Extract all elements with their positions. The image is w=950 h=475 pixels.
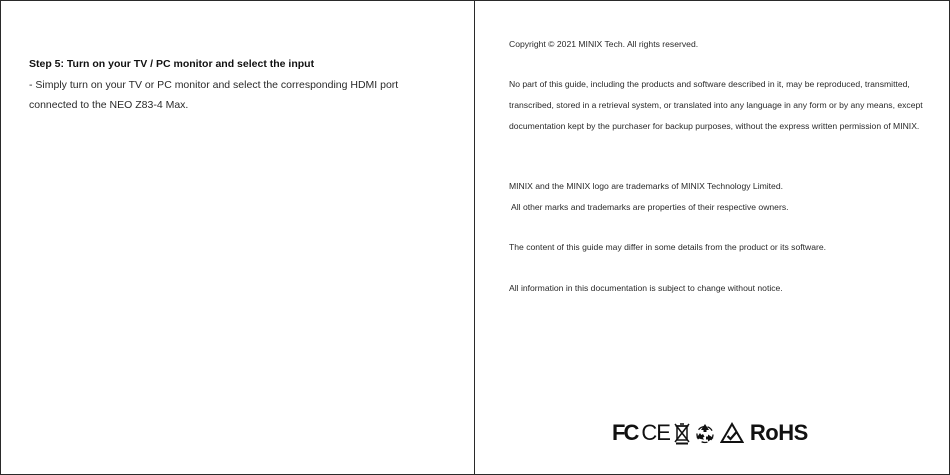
ce-logo: CE [641, 420, 670, 445]
rcm-icon [720, 422, 744, 444]
change-notice [509, 278, 945, 299]
rohs-logo: RoHS [749, 420, 808, 445]
trademark-line-2: All other marks and trademarks are properties of their respective owners. [511, 202, 789, 212]
trademark-notice [509, 176, 945, 218]
step-body: - Simply turn on your TV or PC monitor and select the corresponding HDMI port connected to the NEO Z83-4 Max. [29, 79, 399, 111]
content-notice-text: The content of this guide may differ in some details from the product or its software. [509, 242, 827, 252]
right-page [476, 1, 949, 474]
left-page [1, 1, 475, 474]
step-title: Step 5: Turn on your TV / PC monitor and select the input [29, 58, 315, 70]
change-notice-text: All information in this documentation is subject to change without notice. [509, 283, 783, 293]
reproduction-notice [509, 74, 945, 137]
recycle-icon [694, 422, 716, 444]
certification-logos [612, 416, 808, 450]
copyright-text: Copyright © 2021 MINIX Tech. All rights reserved. [509, 39, 699, 49]
weee-bin-icon [674, 421, 690, 445]
fcc-logo: FC [612, 420, 638, 445]
reproduction-text: No part of this guide, including the products and software described in it, may be reproduced, transmitted, transcribed, stored in a retrieval system, or translated into any language in any form or by any means, except documentation kept by the purchaser for backup purposes, without the express written permission of MINIX. [509, 79, 923, 131]
content-notice [509, 237, 945, 258]
copyright-notice [509, 34, 945, 55]
trademark-line-1: MINIX and the MINIX logo are trademarks of MINIX Technology Limited. [509, 181, 784, 191]
